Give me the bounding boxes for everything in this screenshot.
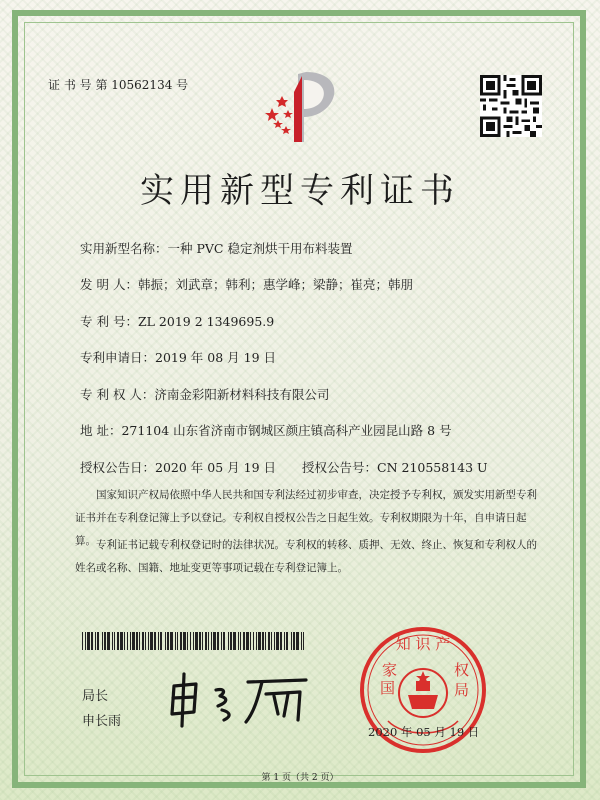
- field-label: 专 利 号：: [80, 314, 138, 329]
- field-utility-model-name: [80, 239, 352, 257]
- barcode: [82, 632, 306, 650]
- svg-text:知 识 产: 知 识 产: [395, 635, 451, 653]
- patent-office-logo: [258, 62, 348, 146]
- field-value: 济南金彩阳新材料科技有限公司: [154, 387, 330, 402]
- qr-code: [480, 75, 542, 137]
- svg-text:家: 家: [382, 661, 398, 679]
- field-value: 2019 年 08 月 19 日: [155, 350, 277, 365]
- page-footer: 第 1 页（共 2 页）: [261, 773, 339, 783]
- field-value: ZL 2019 2 1349695.9: [137, 314, 275, 329]
- field-label: 地 址：: [80, 423, 122, 438]
- field-patent-number: [80, 312, 274, 330]
- field-grant-number: [302, 458, 488, 476]
- field-value: 韩振；刘武章；韩利；惠学峰；梁静；崔亮；韩朋: [137, 277, 413, 292]
- field-label: 授权公告日：: [80, 460, 156, 475]
- field-value: 2020 年 05 月 19 日: [155, 460, 277, 475]
- director-name: 申长雨: [82, 714, 122, 729]
- field-grant-date: [80, 458, 276, 476]
- signature-date: 2020 年 05 月 19 日: [368, 725, 480, 739]
- svg-text:国: 国: [380, 679, 396, 697]
- legal-paragraph-1: 国家知识产权局依照中华人民共和国专利法经过初步审查，决定授予专利权，颁发实用新型专利证书并在专利登记簿上予以登记。专利权自授权公告之日起生效。专利权期限为十年，自申请日起算。: [75, 489, 537, 547]
- legal-paragraph-2: 专利证书记载专利权登记时的法律状况。专利权的转移、质押、无效、终止、恢复和专利权人的姓名或名称、国籍、地址变更等事项记载在专利登记簿上。: [75, 539, 537, 574]
- certificate-number: 证 书 号 第 10562134 号: [48, 78, 189, 92]
- field-address: [80, 421, 452, 439]
- field-label: 授权公告号：: [302, 460, 378, 475]
- director-title: 局长: [82, 689, 109, 704]
- field-value: 一种 PVC 稳定剂烘干用布料装置: [167, 241, 353, 256]
- field-value: 271104 山东省济南市钢城区颜庄镇高科产业园昆山路 8 号: [121, 423, 452, 438]
- svg-text:局: 局: [454, 681, 470, 699]
- field-inventor: [80, 275, 413, 293]
- director-signature: [166, 668, 316, 728]
- field-patentee: [80, 385, 329, 403]
- field-label: 专利申请日：: [80, 350, 156, 365]
- field-filing-date: [80, 348, 276, 366]
- field-label: 实用新型名称：: [80, 241, 168, 256]
- field-label: 专 利 权 人：: [80, 387, 155, 402]
- field-value: CN 210558143 U: [377, 460, 488, 475]
- certificate-title: 实用新型专利证书: [140, 171, 460, 211]
- field-label: 发 明 人：: [80, 277, 138, 292]
- svg-text:权: 权: [454, 661, 470, 679]
